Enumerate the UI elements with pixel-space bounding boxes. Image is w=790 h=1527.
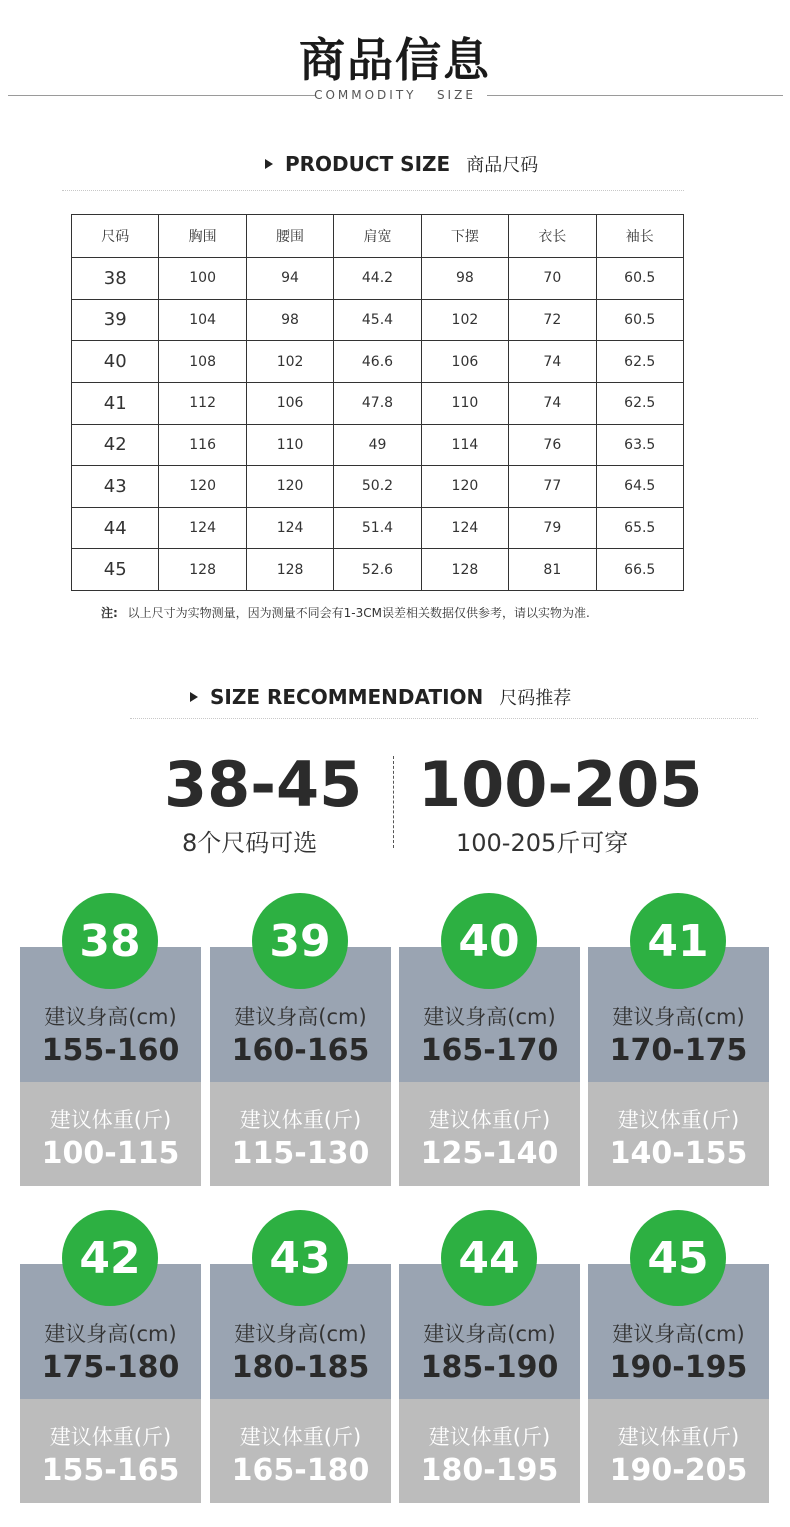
table-row (72, 466, 684, 508)
height-value: 185-190 (420, 1350, 559, 1385)
weight-value: 155-165 (41, 1453, 180, 1488)
size-cell: 40 (72, 341, 159, 383)
table-cell: 44.2 (334, 258, 421, 300)
height-value: 155-160 (41, 1033, 180, 1068)
size-cell: 38 (72, 258, 159, 300)
weight-panel (588, 1399, 769, 1503)
height-label: 建议身高(cm) (234, 1322, 367, 1346)
column-header: 腰围 (246, 215, 333, 258)
height-value: 160-165 (231, 1033, 370, 1068)
table-row (72, 258, 684, 300)
height-value: 180-185 (231, 1350, 370, 1385)
table-cell: 102 (246, 341, 333, 383)
weight-range-big: 100-205 (418, 748, 703, 821)
table-cell: 114 (421, 424, 508, 466)
measurement-note (101, 604, 590, 621)
height-label: 建议身高(cm) (44, 1005, 177, 1029)
column-header: 衣长 (509, 215, 596, 258)
table-cell: 98 (246, 299, 333, 341)
product-size-cn: 商品尺码 (466, 155, 539, 176)
table-cell: 104 (159, 299, 246, 341)
size-badge: 41 (630, 893, 726, 989)
note-label: 注: (101, 606, 118, 620)
page-title: 商品信息 (299, 33, 491, 87)
table-cell: 106 (421, 341, 508, 383)
table-cell: 47.8 (334, 382, 421, 424)
table-header-row (72, 215, 684, 258)
divider-dotted (62, 190, 684, 191)
table-cell: 94 (246, 258, 333, 300)
size-range-big: 38-45 (164, 748, 363, 821)
table-cell: 62.5 (596, 341, 683, 383)
weight-panel (210, 1082, 391, 1186)
weight-value: 190-205 (609, 1453, 748, 1488)
weight-panel (588, 1082, 769, 1186)
table-cell: 64.5 (596, 466, 683, 508)
table-cell: 124 (421, 507, 508, 549)
table-cell: 77 (509, 466, 596, 508)
divider-dotted (130, 718, 758, 719)
column-header: 下摆 (421, 215, 508, 258)
weight-value: 125-140 (420, 1136, 559, 1171)
table-row (72, 424, 684, 466)
column-header: 袖长 (596, 215, 683, 258)
table-row (72, 299, 684, 341)
table-cell: 63.5 (596, 424, 683, 466)
table-row (72, 507, 684, 549)
weight-value: 100-115 (41, 1136, 180, 1171)
table-cell: 120 (159, 466, 246, 508)
table-cell: 45.4 (334, 299, 421, 341)
column-header: 尺码 (72, 215, 159, 258)
table-cell: 72 (509, 299, 596, 341)
table-cell: 60.5 (596, 258, 683, 300)
weight-label: 建议体重(斤) (239, 1425, 362, 1449)
table-cell: 100 (159, 258, 246, 300)
table-row (72, 341, 684, 383)
table-cell: 112 (159, 382, 246, 424)
table-cell: 98 (421, 258, 508, 300)
height-label: 建议身高(cm) (44, 1322, 177, 1346)
table-cell: 120 (246, 466, 333, 508)
weight-label: 建议体重(斤) (239, 1108, 362, 1132)
table-cell: 106 (246, 382, 333, 424)
size-badge: 43 (252, 1210, 348, 1306)
table-cell: 124 (159, 507, 246, 549)
table-cell: 108 (159, 341, 246, 383)
weight-panel (20, 1082, 201, 1186)
column-header: 肩宽 (334, 215, 421, 258)
size-badge: 39 (252, 893, 348, 989)
weight-panel (210, 1399, 391, 1503)
height-label: 建议身高(cm) (423, 1322, 556, 1346)
size-table (71, 214, 684, 591)
table-cell: 124 (246, 507, 333, 549)
table-cell: 62.5 (596, 382, 683, 424)
weight-label: 建议体重(斤) (617, 1425, 740, 1449)
size-recommendation-heading (190, 684, 571, 710)
table-cell: 52.6 (334, 549, 421, 591)
note-text: 以上尺寸为实物测量，因为测量不同会有1-3CM误差相关数据仅供参考，请以实物为准. (127, 606, 590, 620)
weight-panel (20, 1399, 201, 1503)
table-cell: 110 (246, 424, 333, 466)
size-cell: 45 (72, 549, 159, 591)
triangle-right-icon (190, 692, 198, 702)
weight-label: 建议体重(斤) (428, 1108, 551, 1132)
table-cell: 46.6 (334, 341, 421, 383)
table-cell: 128 (246, 549, 333, 591)
height-label: 建议身高(cm) (612, 1322, 745, 1346)
table-cell: 128 (159, 549, 246, 591)
size-range-sub: 8个尺码可选 (182, 829, 318, 857)
weight-label: 建议体重(斤) (428, 1425, 551, 1449)
page-subtitle: COMMODITY SIZE (314, 88, 476, 102)
table-cell: 74 (509, 382, 596, 424)
recommendation-en: SIZE RECOMMENDATION (210, 685, 484, 709)
table-cell: 76 (509, 424, 596, 466)
product-size-en: PRODUCT SIZE (285, 152, 451, 176)
table-cell: 70 (509, 258, 596, 300)
size-badge: 45 (630, 1210, 726, 1306)
table-cell: 79 (509, 507, 596, 549)
table-cell: 66.5 (596, 549, 683, 591)
size-badge: 40 (441, 893, 537, 989)
size-cell: 39 (72, 299, 159, 341)
size-cell: 42 (72, 424, 159, 466)
table-cell: 51.4 (334, 507, 421, 549)
height-label: 建议身高(cm) (423, 1005, 556, 1029)
size-badge: 42 (62, 1210, 158, 1306)
recommendation-cn: 尺码推荐 (499, 688, 572, 709)
table-cell: 102 (421, 299, 508, 341)
table-row (72, 549, 684, 591)
size-cell: 43 (72, 466, 159, 508)
height-value: 165-170 (420, 1033, 559, 1068)
table-cell: 116 (159, 424, 246, 466)
table-cell: 60.5 (596, 299, 683, 341)
weight-value: 180-195 (420, 1453, 559, 1488)
size-table-body (72, 258, 684, 591)
product-size-heading (265, 151, 538, 177)
table-cell: 49 (334, 424, 421, 466)
table-cell: 74 (509, 341, 596, 383)
stats-divider (393, 756, 394, 848)
table-cell: 120 (421, 466, 508, 508)
weight-panel (399, 1082, 580, 1186)
size-cell: 44 (72, 507, 159, 549)
size-badge: 38 (62, 893, 158, 989)
height-value: 170-175 (609, 1033, 748, 1068)
height-label: 建议身高(cm) (234, 1005, 367, 1029)
weight-panel (399, 1399, 580, 1503)
size-badge: 44 (441, 1210, 537, 1306)
height-value: 175-180 (41, 1350, 180, 1385)
weight-label: 建议体重(斤) (617, 1108, 740, 1132)
table-cell: 65.5 (596, 507, 683, 549)
table-row (72, 382, 684, 424)
table-cell: 128 (421, 549, 508, 591)
weight-value: 140-155 (609, 1136, 748, 1171)
table-cell: 81 (509, 549, 596, 591)
triangle-right-icon (265, 159, 273, 169)
weight-value: 115-130 (231, 1136, 370, 1171)
weight-range-sub: 100-205斤可穿 (456, 829, 629, 857)
weight-label: 建议体重(斤) (49, 1425, 172, 1449)
table-cell: 50.2 (334, 466, 421, 508)
height-label: 建议身高(cm) (612, 1005, 745, 1029)
weight-label: 建议体重(斤) (49, 1108, 172, 1132)
table-cell: 110 (421, 382, 508, 424)
column-header: 胸围 (159, 215, 246, 258)
weight-value: 165-180 (231, 1453, 370, 1488)
size-cell: 41 (72, 382, 159, 424)
height-value: 190-195 (609, 1350, 748, 1385)
